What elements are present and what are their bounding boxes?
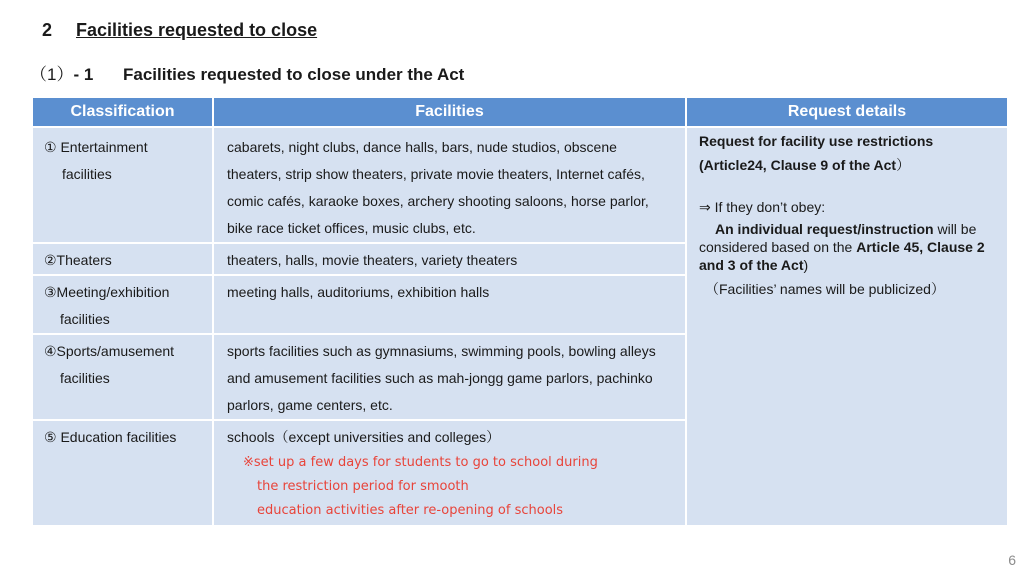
- facilities-table: [31, 96, 1009, 527]
- header-request-details: Request details: [686, 97, 1008, 127]
- page-number: 6: [1008, 552, 1016, 568]
- facilities-cell: sports facilities such as gymnasiums, swimming pools, bowling alleys and amusement facilities such as mah-jongg game parlors, pachinko parlors, game centers, etc.: [213, 334, 686, 420]
- education-note: ※set up a few days for students to go to school during the restriction period for smooth education activities after re-opening of schools: [243, 455, 598, 518]
- facilities-cell: [213, 420, 686, 526]
- header-facilities: Facilities: [213, 97, 686, 127]
- classification-cell: ① Entertainment facilities: [32, 127, 213, 243]
- table-row: [32, 127, 1008, 243]
- section-title: Facilities requested to close: [76, 20, 318, 40]
- subsection-title: Facilities requested to close under the Act: [123, 65, 465, 84]
- request-details-cell: [686, 127, 1008, 526]
- classification-cell: ⑤ Education facilities: [32, 420, 213, 526]
- table-header-row: [32, 97, 1008, 127]
- education-facilities-text: schools（except universities and colleges）: [227, 429, 501, 445]
- header-classification: Classification: [32, 97, 213, 127]
- facilities-cell: meeting halls, auditoriums, exhibition halls: [213, 275, 686, 334]
- classification-cell: ④Sports/amusement facilities: [32, 334, 213, 420]
- request-line-1: Request for facility use restrictions: [699, 133, 934, 149]
- request-line-3: ⇒ If they don’t obey:: [699, 199, 826, 215]
- facilities-cell: theaters, halls, movie theaters, variety theaters: [213, 243, 686, 275]
- subsection-number: （1）- 1: [30, 65, 94, 84]
- section-number: 2: [42, 20, 53, 40]
- subsection-heading: [30, 60, 464, 85]
- facilities-cell: cabarets, night clubs, dance halls, bars, nude studios, obscene theaters, strip show theaters, private movie theaters, Internet cafés, comic cafés, karaoke boxes, archery shooting saloons, horse parlor, bike race ticket offices, music clubs, etc.: [213, 127, 686, 243]
- request-line-5: （Facilities’ names will be publicized）: [705, 281, 945, 297]
- section-heading: [42, 20, 317, 41]
- request-line-4: An individual request/instruction will be considered based on the Article 45, Clause 2 and 3 of the Act): [699, 221, 985, 273]
- request-line-2: (Article24, Clause 9 of the Act）: [699, 157, 911, 173]
- classification-cell: ③Meeting/exhibition facilities: [32, 275, 213, 334]
- classification-cell: ②Theaters: [32, 243, 213, 275]
